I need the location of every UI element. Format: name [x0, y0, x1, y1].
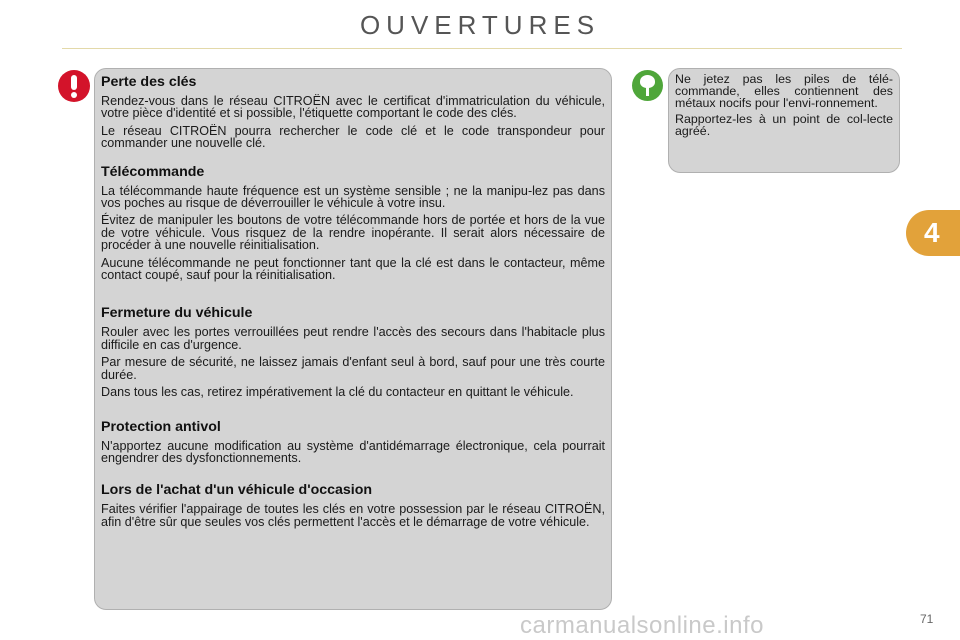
main-warning-box — [94, 68, 612, 610]
paragraph: La télécommande haute fréquence est un système sensible ; ne la manipu-lez pas dans vos poches au risque de déverrouiller le véhicule à votre insu. — [101, 183, 605, 211]
paragraph: Le réseau CITROËN pourra rechercher le code clé et le code transpondeur pour commander une nouvelle clé. — [101, 123, 605, 151]
watermark: carmanualsonline.info — [520, 612, 764, 639]
environment-note-box — [668, 68, 900, 173]
section-perte-des-cles — [101, 73, 605, 150]
paragraph: Évitez de manipuler les boutons de votre télécommande hors de portée et hors de la vue de votre véhicule. Vous risquez de la rendre inopérante. Il serait alors nécessaire de procéder à une nouvelle réinitialisation. — [101, 213, 605, 253]
paragraph: Faites vérifier l'appairage de toutes les clés en votre possession par le réseau CITROËN, afin d'être sûr que seules vos clés permettent l'accès et le démarrage de votre véhicule. — [101, 502, 605, 529]
section-title: Lors de l'achat d'un véhicule d'occasion — [101, 482, 373, 499]
paragraph: Aucune télécommande ne peut fonctionner tant que la clé est dans le contacteur, même contact coupé, sauf pour la réinitialisation. — [101, 255, 605, 283]
section-title: Télécommande — [101, 163, 205, 180]
section-protection-antivol — [101, 418, 605, 465]
warning-exclamation-icon — [58, 70, 90, 102]
paragraph: Par mesure de sécurité, ne laissez jamais d'enfant seul à bord, sauf pour une très courte durée. — [101, 355, 605, 382]
environment-tree-icon — [632, 70, 663, 101]
paragraph: Dans tous les cas, retirez impérativement la clé du contacteur en quittant le véhicule. — [101, 385, 574, 400]
page-title: OUVERTURES — [359, 10, 601, 40]
paragraph: Ne jetez pas les piles de télé-commande, elles contiennent des métaux nocifs pour l'envi-ronnement. — [675, 72, 893, 110]
chapter-tab — [906, 210, 960, 256]
title-divider — [62, 48, 902, 49]
paragraph: Rouler avec les portes verrouillées peut rendre l'accès des secours dans l'habitacle plus difficile en cas d'urgence. — [101, 325, 605, 352]
paragraph: N'apportez aucune modification au système d'antidémarrage électronique, cela pourrait engendrer des dysfonctionnements. — [101, 438, 605, 465]
section-title: Perte des clés — [101, 74, 197, 90]
section-achat-occasion — [101, 481, 605, 528]
section-telecommande — [101, 163, 605, 282]
paragraph: Rapportez-les à un point de col-lecte agréé. — [675, 112, 893, 139]
section-fermeture-du-vehicule — [101, 304, 605, 398]
paragraph: Rendez-vous dans le réseau CITROËN avec le certificat d'immatriculation du véhicule, votre pièce d'identité et si possible, l'étiquette comportant le code des clés. — [101, 94, 605, 121]
chapter-number: 4 — [924, 217, 940, 248]
page-number: 71 — [920, 612, 934, 626]
section-title: Protection antivol — [101, 418, 221, 435]
section-title: Fermeture du véhicule — [101, 305, 253, 322]
